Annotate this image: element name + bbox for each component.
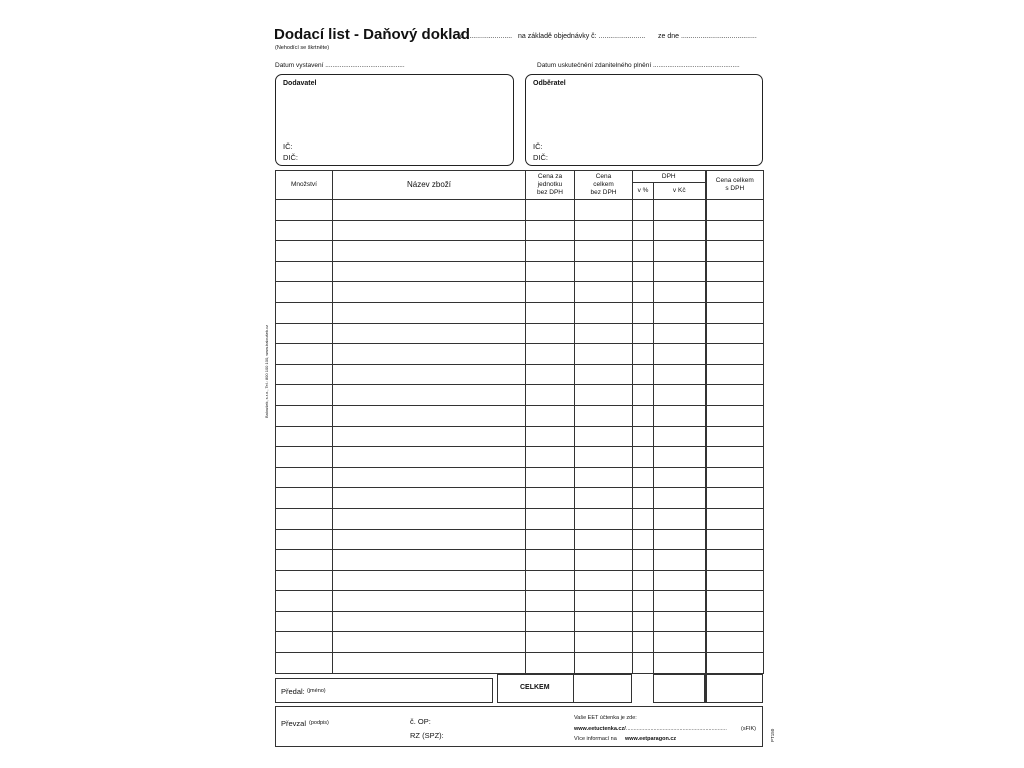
table-cell[interactable] bbox=[333, 632, 526, 653]
table-cell[interactable] bbox=[276, 364, 333, 385]
supplier-box bbox=[275, 74, 514, 166]
table-cell[interactable] bbox=[526, 591, 575, 612]
table-cell[interactable] bbox=[706, 653, 764, 674]
taxable-date: Datum uskutečnění zdanitelného plnění ................................................ bbox=[537, 62, 740, 69]
table-cell[interactable] bbox=[654, 385, 706, 406]
table-cell[interactable] bbox=[633, 302, 654, 323]
col-total-price bbox=[575, 171, 633, 200]
table-cell[interactable] bbox=[706, 261, 764, 282]
total-gross-cell bbox=[705, 674, 763, 703]
table-cell[interactable] bbox=[333, 611, 526, 632]
table-cell[interactable] bbox=[706, 282, 764, 303]
table-cell[interactable] bbox=[575, 591, 633, 612]
table-cell[interactable] bbox=[526, 653, 575, 674]
table-row bbox=[276, 282, 764, 303]
table-cell[interactable] bbox=[706, 467, 764, 488]
table-cell[interactable] bbox=[333, 591, 526, 612]
total-label-box bbox=[497, 674, 574, 703]
table-cell[interactable] bbox=[706, 570, 764, 591]
customer-dic: DIČ: bbox=[533, 153, 548, 162]
table-row bbox=[276, 385, 764, 406]
table-cell[interactable] bbox=[276, 302, 333, 323]
received-label: Převzal bbox=[281, 719, 307, 728]
col-unit-price-l3: bez DPH bbox=[536, 189, 563, 196]
received-hint: (podpis) bbox=[309, 720, 329, 726]
table-cell[interactable] bbox=[526, 488, 575, 509]
table-cell[interactable] bbox=[276, 611, 333, 632]
table-row bbox=[276, 302, 764, 323]
table-cell[interactable] bbox=[654, 282, 706, 303]
table-cell[interactable] bbox=[706, 302, 764, 323]
table-row bbox=[276, 632, 764, 653]
table-cell[interactable] bbox=[526, 282, 575, 303]
table-cell[interactable] bbox=[276, 447, 333, 468]
table-cell[interactable] bbox=[526, 508, 575, 529]
table-cell[interactable] bbox=[633, 261, 654, 282]
table-cell[interactable] bbox=[654, 488, 706, 509]
table-cell[interactable] bbox=[575, 570, 633, 591]
table-cell[interactable] bbox=[633, 488, 654, 509]
table-cell[interactable] bbox=[654, 611, 706, 632]
table-cell[interactable] bbox=[526, 302, 575, 323]
table-row bbox=[276, 611, 764, 632]
table-cell[interactable] bbox=[526, 241, 575, 262]
table-cell[interactable] bbox=[526, 467, 575, 488]
table-cell[interactable] bbox=[633, 591, 654, 612]
more-info: Více informací na bbox=[574, 736, 617, 742]
table-cell[interactable] bbox=[633, 323, 654, 344]
table-cell[interactable] bbox=[276, 632, 333, 653]
table-cell[interactable] bbox=[276, 385, 333, 406]
table-cell[interactable] bbox=[706, 508, 764, 529]
eet-dots: .................................................................. bbox=[626, 726, 727, 732]
table-cell[interactable] bbox=[333, 426, 526, 447]
table-row bbox=[276, 488, 764, 509]
table-cell[interactable] bbox=[575, 653, 633, 674]
publisher-note: Baloušek, s.r.o., Tel.: 800 100 100, www.baloušek.cz bbox=[264, 324, 269, 418]
table-cell[interactable] bbox=[633, 200, 654, 221]
table-cell[interactable] bbox=[526, 611, 575, 632]
table-cell[interactable] bbox=[333, 653, 526, 674]
table-cell[interactable] bbox=[333, 570, 526, 591]
table-cell[interactable] bbox=[333, 220, 526, 241]
table-cell[interactable] bbox=[333, 323, 526, 344]
table-cell[interactable] bbox=[654, 220, 706, 241]
table-cell[interactable] bbox=[333, 508, 526, 529]
document-title: Dodací list - Daňový doklad bbox=[274, 26, 470, 43]
table-cell[interactable] bbox=[333, 467, 526, 488]
col-unit-price-l2: jednotku bbox=[537, 181, 563, 188]
table-cell[interactable] bbox=[654, 570, 706, 591]
table-cell[interactable] bbox=[633, 344, 654, 365]
table-cell[interactable] bbox=[575, 241, 633, 262]
table-cell[interactable] bbox=[633, 405, 654, 426]
table-cell[interactable] bbox=[706, 241, 764, 262]
table-cell[interactable] bbox=[276, 488, 333, 509]
table-row bbox=[276, 344, 764, 365]
table-cell[interactable] bbox=[575, 508, 633, 529]
table-row bbox=[276, 508, 764, 529]
table-row bbox=[276, 426, 764, 447]
table-cell[interactable] bbox=[575, 364, 633, 385]
handed-box bbox=[275, 678, 493, 703]
eet-url: www.eetuctenka.cz/ bbox=[574, 726, 626, 732]
table-cell[interactable] bbox=[276, 653, 333, 674]
col-vat-percent: v % bbox=[633, 183, 654, 200]
table-row bbox=[276, 447, 764, 468]
table-cell[interactable] bbox=[575, 220, 633, 241]
table-cell[interactable] bbox=[333, 529, 526, 550]
table-row bbox=[276, 467, 764, 488]
items-table bbox=[275, 170, 764, 674]
supplier-dic: DIČ: bbox=[283, 153, 298, 162]
table-cell[interactable] bbox=[333, 302, 526, 323]
table-cell[interactable] bbox=[633, 611, 654, 632]
table-cell[interactable] bbox=[526, 261, 575, 282]
table-row bbox=[276, 550, 764, 571]
table-cell[interactable] bbox=[276, 570, 333, 591]
table-cell[interactable] bbox=[654, 405, 706, 426]
table-cell[interactable] bbox=[706, 488, 764, 509]
table-row bbox=[276, 364, 764, 385]
col-total-vat-l2: s DPH bbox=[725, 185, 745, 192]
table-row bbox=[276, 405, 764, 426]
table-cell[interactable] bbox=[276, 344, 333, 365]
table-cell[interactable] bbox=[706, 426, 764, 447]
table-cell[interactable] bbox=[575, 529, 633, 550]
supplier-title: Dodavatel bbox=[283, 80, 317, 87]
table-cell[interactable] bbox=[654, 426, 706, 447]
table-cell[interactable] bbox=[654, 241, 706, 262]
table-cell[interactable] bbox=[575, 282, 633, 303]
table-cell[interactable] bbox=[333, 261, 526, 282]
table-cell[interactable] bbox=[276, 591, 333, 612]
table-cell[interactable] bbox=[654, 200, 706, 221]
table-row bbox=[276, 570, 764, 591]
table-cell[interactable] bbox=[333, 447, 526, 468]
table-cell[interactable] bbox=[654, 261, 706, 282]
order-number: na základě objednávky č: ........................ bbox=[518, 33, 646, 40]
table-cell[interactable] bbox=[526, 550, 575, 571]
table-cell[interactable] bbox=[575, 200, 633, 221]
table-row bbox=[276, 323, 764, 344]
table-cell[interactable] bbox=[654, 447, 706, 468]
table-row bbox=[276, 220, 764, 241]
table-cell[interactable] bbox=[526, 200, 575, 221]
table-cell[interactable] bbox=[633, 467, 654, 488]
table-cell[interactable] bbox=[706, 611, 764, 632]
supplier-ic: IČ: bbox=[283, 142, 293, 151]
received-box bbox=[275, 706, 763, 747]
table-cell[interactable] bbox=[633, 241, 654, 262]
table-cell[interactable] bbox=[333, 344, 526, 365]
customer-title: Odběratel bbox=[533, 80, 566, 87]
total-label: CELKEM bbox=[520, 684, 550, 691]
table-cell[interactable] bbox=[706, 220, 764, 241]
total-vat-cell bbox=[653, 674, 705, 703]
order-date: ze dne ....................................... bbox=[658, 33, 757, 40]
col-total-with-vat bbox=[706, 171, 764, 200]
total-net-cell bbox=[574, 674, 632, 703]
table-cell[interactable] bbox=[276, 323, 333, 344]
table-cell[interactable] bbox=[333, 488, 526, 509]
table-cell[interactable] bbox=[654, 364, 706, 385]
table-cell[interactable] bbox=[526, 385, 575, 406]
col-vat: DPH bbox=[633, 171, 706, 183]
table-cell[interactable] bbox=[706, 385, 764, 406]
handed-hint: (jméno) bbox=[307, 688, 326, 694]
table-cell[interactable] bbox=[526, 529, 575, 550]
issue-date: Datum vystavení ............................................ bbox=[275, 62, 405, 69]
table-cell[interactable] bbox=[276, 550, 333, 571]
table-cell[interactable] bbox=[276, 282, 333, 303]
table-cell[interactable] bbox=[654, 508, 706, 529]
eet-intro: Vaše EET účtenka je zde: bbox=[574, 715, 637, 721]
table-cell[interactable] bbox=[575, 261, 633, 282]
table-cell[interactable] bbox=[526, 426, 575, 447]
table-cell[interactable] bbox=[575, 632, 633, 653]
table-cell[interactable] bbox=[276, 405, 333, 426]
table-cell[interactable] bbox=[654, 653, 706, 674]
table-cell[interactable] bbox=[526, 447, 575, 468]
more-info-url: www.eetparagon.cz bbox=[625, 736, 677, 742]
table-cell[interactable] bbox=[526, 364, 575, 385]
table-cell[interactable] bbox=[633, 385, 654, 406]
table-cell[interactable] bbox=[333, 200, 526, 221]
table-cell[interactable] bbox=[633, 426, 654, 447]
table-cell[interactable] bbox=[526, 344, 575, 365]
table-cell[interactable] bbox=[633, 447, 654, 468]
table-cell[interactable] bbox=[706, 405, 764, 426]
table-row bbox=[276, 261, 764, 282]
table-cell[interactable] bbox=[276, 200, 333, 221]
table-cell[interactable] bbox=[276, 508, 333, 529]
table-cell[interactable] bbox=[633, 529, 654, 550]
table-cell[interactable] bbox=[706, 344, 764, 365]
eet-fik: (sFIK) bbox=[741, 726, 756, 732]
table-cell[interactable] bbox=[526, 570, 575, 591]
table-cell[interactable] bbox=[575, 488, 633, 509]
table-cell[interactable] bbox=[575, 385, 633, 406]
table-cell[interactable] bbox=[654, 529, 706, 550]
table-cell[interactable] bbox=[654, 632, 706, 653]
table-cell[interactable] bbox=[654, 591, 706, 612]
table-cell[interactable] bbox=[654, 323, 706, 344]
table-row bbox=[276, 529, 764, 550]
col-item-name: Název zboží bbox=[333, 171, 526, 200]
table-cell[interactable] bbox=[333, 385, 526, 406]
plate-label: RZ (SPZ): bbox=[410, 731, 444, 740]
table-cell[interactable] bbox=[633, 282, 654, 303]
table-cell[interactable] bbox=[633, 364, 654, 385]
table-cell[interactable] bbox=[575, 611, 633, 632]
table-cell[interactable] bbox=[575, 550, 633, 571]
table-row bbox=[276, 591, 764, 612]
document-number: č......................... bbox=[460, 33, 513, 40]
customer-box bbox=[525, 74, 763, 166]
table-cell[interactable] bbox=[633, 632, 654, 653]
col-total-l3: bez DPH bbox=[590, 189, 617, 196]
table-cell[interactable] bbox=[575, 302, 633, 323]
table-cell[interactable] bbox=[276, 261, 333, 282]
table-cell[interactable] bbox=[654, 550, 706, 571]
table-row bbox=[276, 653, 764, 674]
table-cell[interactable] bbox=[633, 653, 654, 674]
col-unit-price-l1: Cena za bbox=[537, 173, 563, 180]
table-cell[interactable] bbox=[333, 550, 526, 571]
col-vat-czk: v Kč bbox=[654, 183, 706, 200]
table-cell[interactable] bbox=[706, 529, 764, 550]
table-cell[interactable] bbox=[706, 447, 764, 468]
table-cell[interactable] bbox=[654, 302, 706, 323]
table-cell[interactable] bbox=[654, 344, 706, 365]
table-cell[interactable] bbox=[706, 364, 764, 385]
table-cell[interactable] bbox=[575, 467, 633, 488]
table-cell[interactable] bbox=[575, 344, 633, 365]
handed-label: Předal: bbox=[281, 687, 305, 696]
table-cell[interactable] bbox=[706, 632, 764, 653]
table-cell[interactable] bbox=[633, 220, 654, 241]
table-cell[interactable] bbox=[526, 405, 575, 426]
col-quantity: Množství bbox=[276, 171, 333, 200]
table-cell[interactable] bbox=[575, 323, 633, 344]
customer-ic: IČ: bbox=[533, 142, 543, 151]
col-total-l1: Cena bbox=[595, 173, 612, 180]
table-cell[interactable] bbox=[333, 364, 526, 385]
table-cell[interactable] bbox=[526, 323, 575, 344]
table-cell[interactable] bbox=[706, 323, 764, 344]
table-row bbox=[276, 200, 764, 221]
form-code: PT150 bbox=[770, 728, 775, 742]
table-row bbox=[276, 241, 764, 262]
table-cell[interactable] bbox=[633, 508, 654, 529]
table-cell[interactable] bbox=[633, 550, 654, 571]
col-unit-price bbox=[526, 171, 575, 200]
table-cell[interactable] bbox=[333, 241, 526, 262]
table-cell[interactable] bbox=[706, 591, 764, 612]
table-cell[interactable] bbox=[276, 220, 333, 241]
table-cell[interactable] bbox=[526, 632, 575, 653]
table-cell[interactable] bbox=[706, 200, 764, 221]
table-cell[interactable] bbox=[276, 241, 333, 262]
table-cell[interactable] bbox=[276, 426, 333, 447]
table-cell[interactable] bbox=[575, 405, 633, 426]
table-cell[interactable] bbox=[633, 570, 654, 591]
table-cell[interactable] bbox=[575, 447, 633, 468]
table-cell[interactable] bbox=[276, 529, 333, 550]
strike-note: (Nehodící se škrtněte) bbox=[275, 45, 330, 51]
table-cell[interactable] bbox=[276, 467, 333, 488]
table-cell[interactable] bbox=[654, 467, 706, 488]
table-cell[interactable] bbox=[333, 405, 526, 426]
col-total-vat-l1: Cena celkem bbox=[715, 177, 754, 184]
table-cell[interactable] bbox=[333, 282, 526, 303]
col-total-l2: celkem bbox=[593, 181, 614, 188]
id-card-label: č. OP: bbox=[410, 717, 431, 726]
table-cell[interactable] bbox=[706, 550, 764, 571]
table-cell[interactable] bbox=[575, 426, 633, 447]
table-cell[interactable] bbox=[526, 220, 575, 241]
